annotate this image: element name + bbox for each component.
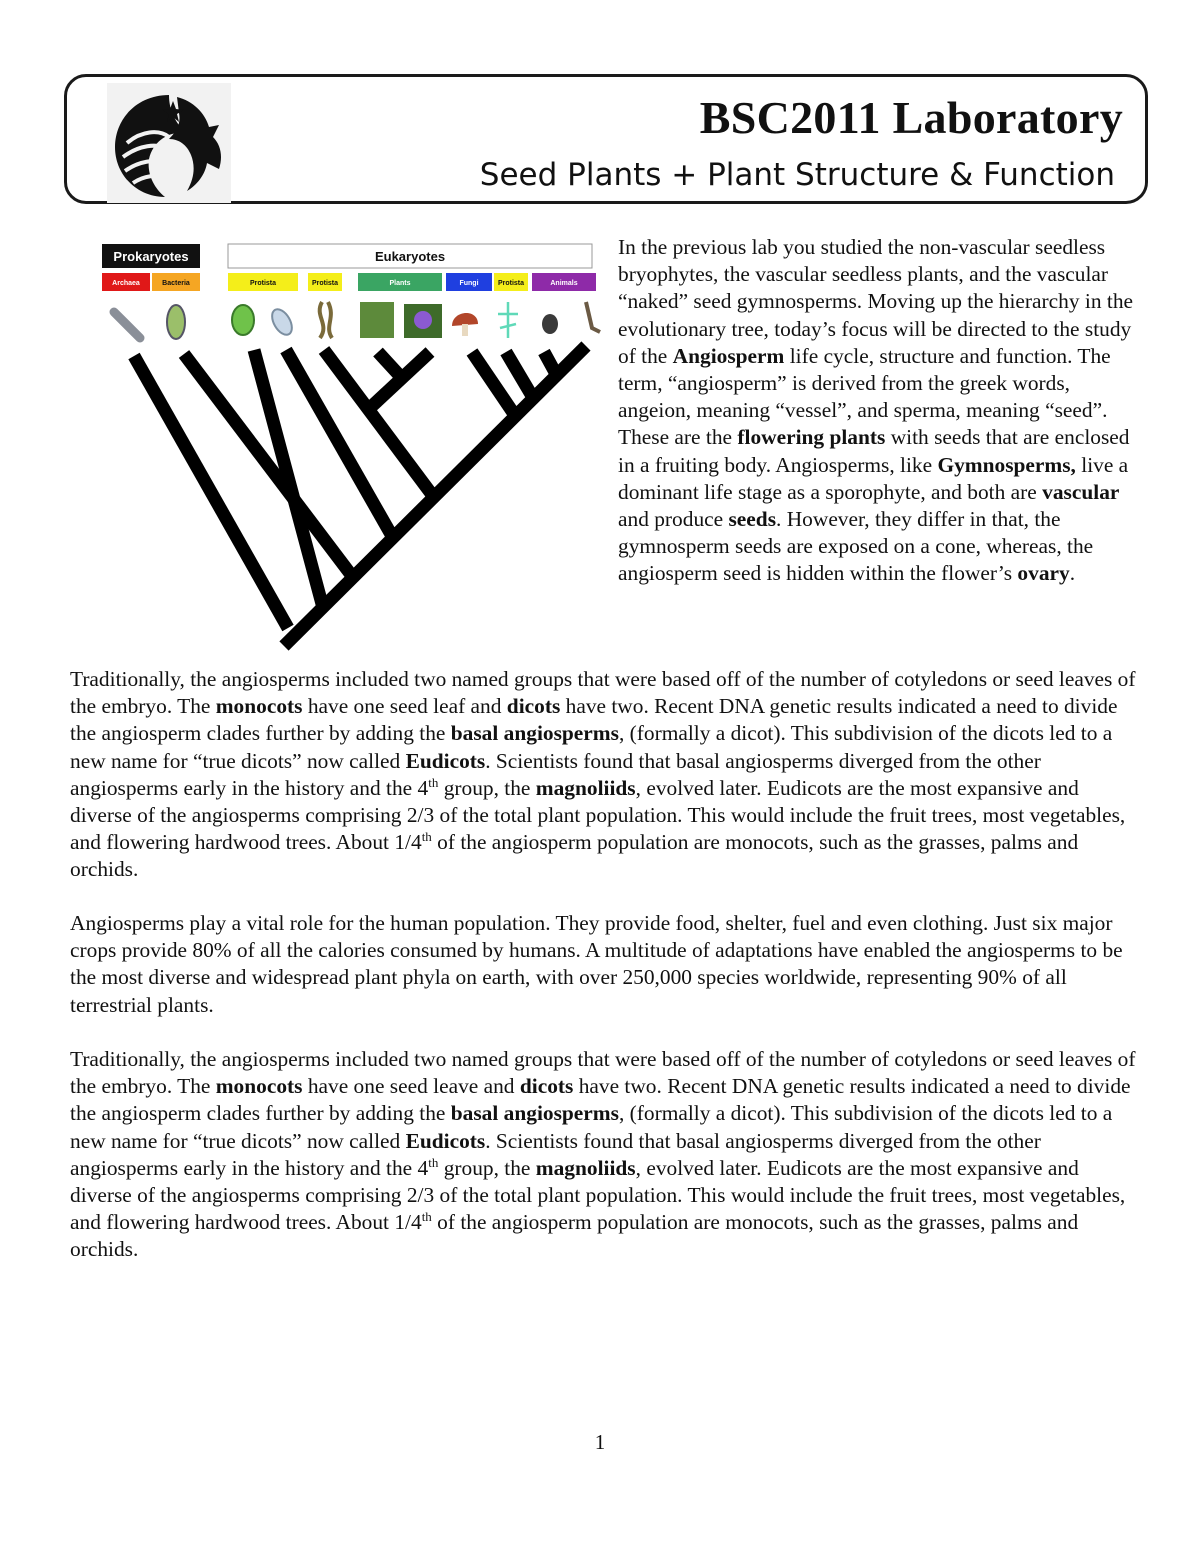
tree-branches <box>134 346 586 646</box>
prokaryotes-label: Prokaryotes <box>113 249 189 264</box>
term-ovary: ovary <box>1017 561 1070 586</box>
group-label-fungi: Fungi <box>459 280 479 287</box>
group-label-plants: Plants <box>389 280 411 287</box>
group-label-bacteria: Bacteria <box>162 280 190 287</box>
group-label-protista-2: Protista <box>311 280 339 287</box>
header-banner <box>64 74 1148 204</box>
group-label-protista-1: Protista <box>249 280 277 287</box>
term-vascular: vascular <box>1042 479 1120 504</box>
paragraph-classification: Traditionally, the angiosperms included two named groups that were based off of the number of cotyledons or seed leaves of the embryo. The monocots have one seed leaf and dicots have two. Recent DNA genetic results indicated a need to divide the angiosperm clades further by adding the basal angiosperms, (formally a dicot). This subdivision of the dicots led to a new name for “true dicots” now called Eudicots. Scientists found that basal angiosperms diverged from the other angiosperms early in the history and the 4th group, the magnoliids, evolved later. Eudicots are the most expansive and diverse of the angiosperms comprising 2/3 of the total plant population. This would include the fruit trees, most vegetables, and flowering hardwood trees. About 1/4th of the angiosperm population are monocots, such as the grasses, palms and orchids. <box>70 667 1136 882</box>
page-subtitle: Seed Plants + Plant Structure & Function <box>479 157 1115 193</box>
group-label-archaea: Archaea <box>112 280 140 287</box>
page-title: BSC2011 Laboratory <box>699 92 1123 143</box>
term-angiosperm: Angiosperm <box>672 343 785 368</box>
group-label-animals: Animals <box>550 280 578 287</box>
phylogenetic-tree-figure <box>100 240 610 655</box>
paragraph-classification-repeat: Traditionally, the angiosperms included two named groups that were based off of the number of cotyledons or seed leaves of the embryo. The monocots have one seed leave and dicots have two. Recent DNA genetic results indicated a need to divide the angiosperm clades further by adding the basal angiosperms, (formally a dicot). This subdivision of the dicots led to a new name for “true dicots” now called Eudicots. Scientists found that basal angiosperms diverged from the other angiosperms early in the history and the 4th group, the magnoliids, evolved later. Eudicots are the most expansive and diverse of the angiosperms comprising 2/3 of the total plant population. This would include the fruit trees, most vegetables, and flowering hardwood trees. About 1/4th of the angiosperm population are monocots, such as the grasses, palms and orchids. <box>70 1047 1136 1262</box>
intro-paragraph: In the previous lab you studied the non-vascular seedless bryophytes, the vascular seedless plants, and the vascular “naked” seed gymnosperms. Moving up the hierarchy in the evolutionary tree, today’s focus will be directed to the study of the Angiosperm life cycle, structure and function. The term, “angiosperm” is derived from the greek words, angeion, meaning “vessel”, and sperma, meaning “seed”. These are the flowering plants with seeds that are enclosed in a fruiting body. Angiosperms, like Gymnosperms, live a dominant life stage as a sporophyte, and both are vascular and produce seeds. However, they differ in that, the gymnosperm seeds are exposed on a cone, whereas, the angiosperm seed is hidden within the flower’s ovary. <box>618 235 1134 586</box>
term-seeds: seeds <box>728 507 777 532</box>
eukaryotes-label: Eukaryotes <box>374 249 446 264</box>
pegasus-logo-icon <box>107 83 231 203</box>
organism-images <box>114 302 600 339</box>
term-flowering-plants: flowering plants <box>737 425 886 450</box>
term-gymnosperms: Gymnosperms, <box>937 452 1076 477</box>
paragraph-importance: Angiosperms play a vital role for the human population. They provide food, shelter, fuel and even clothing. Just six major crops provide 80% of all the calories consumed by humans. A multitude of adaptations have enabled the angiosperms to be the most diverse and widespread plant phyla on earth, with over 250,000 species worldwide, representing 90% of all terrestrial plants. <box>70 911 1123 1017</box>
group-label-protista-3: Protista <box>497 280 525 287</box>
page-number: 1 <box>594 1430 606 1454</box>
